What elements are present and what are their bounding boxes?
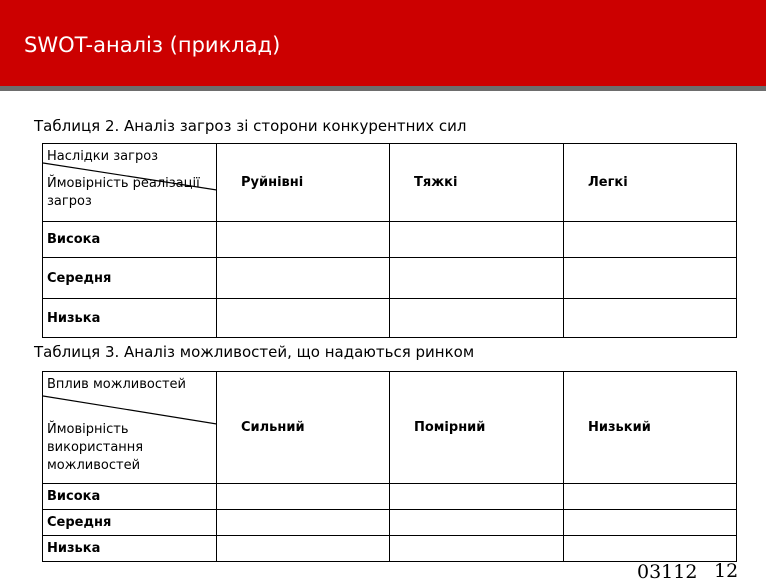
table-cell [564,258,737,299]
corner-top-label: Наслідки загроз [47,149,159,164]
title-bar [0,0,766,86]
column-header: Помірний [390,372,564,484]
corner-bottom-label: Ймовірність реалізації загроз [47,176,200,209]
slide-code: 03112 [637,561,698,583]
table-cell [390,484,564,510]
table-row [43,484,737,510]
row-header: Низька [43,536,217,562]
table-cell [217,484,390,510]
table-cell [564,222,737,258]
column-header: Сильний [217,372,390,484]
table-row [43,258,737,299]
corner-bottom-label: Ймовірність використання можливостей [47,422,144,473]
opportunities-table [42,371,737,562]
table-cell [217,299,390,338]
title-divider [0,86,766,91]
table-row [43,299,737,338]
row-header: Висока [43,484,217,510]
threats-table [42,143,737,338]
table-cell [564,484,737,510]
table-cell [564,536,737,562]
table-cell [217,258,390,299]
table-cell [390,510,564,536]
column-header: Легкі [564,144,737,222]
row-header: Середня [43,510,217,536]
table-row [43,510,737,536]
table-cell [564,510,737,536]
table-cell [390,536,564,562]
table-row [43,222,737,258]
table-cell [217,222,390,258]
table3-caption: Таблиця 3. Аналіз можливостей, що надаються ринком [34,343,475,361]
table2-caption: Таблиця 2. Аналіз загроз зі сторони конкурентних сил [34,117,467,135]
page-number: 12 [714,560,739,582]
row-header: Висока [43,222,217,258]
corner-top-label: Вплив можливостей [47,377,186,392]
row-header: Низька [43,299,217,338]
table-header-row [43,372,737,484]
table-cell [564,299,737,338]
table-cell [217,536,390,562]
column-header: Тяжкі [390,144,564,222]
table-cell [390,222,564,258]
table-cell [390,258,564,299]
table-cell [390,299,564,338]
table-header-row [43,144,737,222]
row-header: Середня [43,258,217,299]
column-header: Низький [564,372,737,484]
column-header: Руйнівні [217,144,390,222]
slide-title: SWOT-аналіз (приклад) [24,33,281,57]
table-cell [217,510,390,536]
corner-cell [43,144,217,222]
table-row [43,536,737,562]
corner-cell [43,372,217,484]
